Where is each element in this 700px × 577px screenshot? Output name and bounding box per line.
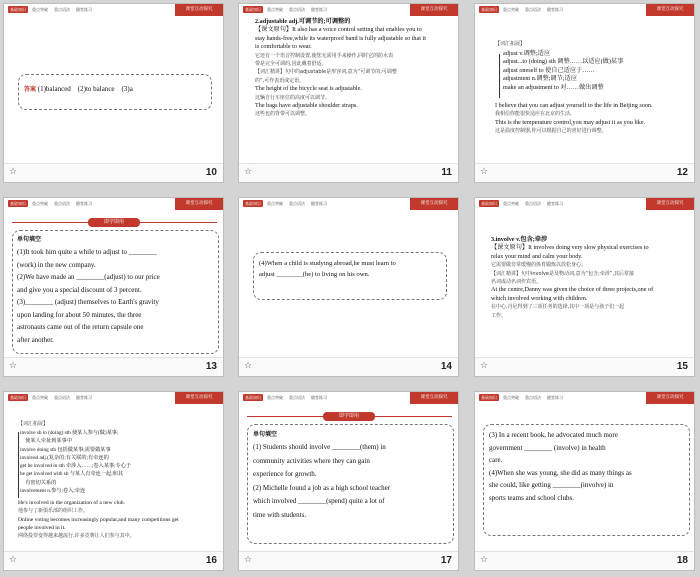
- slide-number: 15: [676, 361, 688, 372]
- slide-footer: [475, 357, 694, 376]
- slide-topbar: [239, 198, 458, 210]
- exercise-line: government ________ (involve) in health: [489, 443, 606, 452]
- section-title: 【词汇拓展】: [495, 41, 526, 47]
- text-line: stay hands-free,while its waterproof band is fully adjustable so that it: [255, 34, 426, 42]
- expansion-item: involved adj.(复杂的;有关联的;有牵连的: [20, 454, 109, 461]
- text-line: 网络投票变得越来越流行,许多竞赛让人们参与其中。: [18, 533, 135, 540]
- slide-topbar: [4, 4, 223, 16]
- text-line: people involved in it.: [18, 525, 66, 531]
- tab-grammar[interactable]: 重点语法: [289, 7, 305, 12]
- tab-basics[interactable]: 基础知识: [245, 395, 261, 400]
- text-line: 它还有一个语音控制设置,使您无需用手来操作,同时它的防水表: [255, 52, 394, 59]
- exercise-line: and give you a special discount of 3 percent.: [17, 285, 142, 294]
- text-line: Online voting becomes increasingly popular,and many competitions get: [18, 516, 179, 523]
- tab-grammar[interactable]: 重点语法: [525, 395, 541, 400]
- exercise-line: adjust ________(he) to living on his own.: [259, 271, 370, 278]
- text-line: 工作。: [491, 312, 507, 319]
- slide-body: [491, 236, 653, 320]
- brand-banner: 课堂互动探究: [646, 392, 694, 404]
- exercise-line: (work) in the new company.: [17, 260, 96, 269]
- star-icon[interactable]: ☆: [244, 555, 253, 565]
- section-pill: 即学即用: [88, 218, 140, 227]
- text-line: relax your mind and calm your body.: [491, 252, 583, 260]
- answer-text: [24, 85, 133, 94]
- tab-basics[interactable]: 基础知识: [10, 395, 26, 400]
- text-line: 这是温度控制器,你可以根据自己的喜好进行调整。: [495, 128, 607, 135]
- tab-key-points[interactable]: 重点突破: [267, 395, 283, 400]
- exercise-line: community activities where they can gain: [253, 456, 370, 465]
- tab-basics[interactable]: 基础知识: [10, 7, 26, 12]
- slide-footer: [239, 357, 458, 376]
- star-icon[interactable]: ☆: [244, 167, 253, 177]
- slide-number: 14: [440, 361, 452, 372]
- example-block: [495, 102, 653, 136]
- exercise-line: which involved ________(spend) quite a lot of: [253, 497, 385, 505]
- tab-key-points[interactable]: 重点突破: [503, 7, 519, 12]
- slide-footer: [239, 163, 458, 182]
- slide-footer: [475, 163, 694, 182]
- slide-number: 13: [205, 361, 217, 372]
- slide-16[interactable]: [3, 391, 224, 571]
- expansion-item: involvement n.参与;卷入;牵连: [20, 488, 86, 495]
- tab-grammar[interactable]: 重点语法: [289, 395, 305, 400]
- brand-banner: 课堂互动探究: [175, 4, 223, 16]
- slide-number: 17: [440, 555, 452, 566]
- slide-14[interactable]: [238, 197, 459, 377]
- slide-footer: [4, 163, 223, 182]
- text-line: 【词汇精讲】句中involve是及物动词,意为“包含;牵涉”,其后常接: [491, 270, 635, 277]
- tab-practice[interactable]: 随堂练习: [311, 395, 327, 400]
- tab-key-points[interactable]: 重点突破: [32, 395, 48, 400]
- brand-banner: 课堂互动探究: [410, 392, 458, 404]
- text-line: The bags have adjustable shoulder straps.: [255, 102, 358, 110]
- star-icon[interactable]: ☆: [480, 167, 489, 177]
- slide-body: [255, 18, 426, 119]
- slide-topbar: [475, 198, 694, 210]
- exercise-line: (2)We have made an ________(adjust) to our price: [17, 273, 160, 281]
- exercise-body: [259, 258, 396, 280]
- text-line: 我相信你能很快适应在北京的生活。: [495, 111, 576, 118]
- text-line: At the centre,Danny was given the choice of three projects,one of: [491, 286, 654, 294]
- tab-key-points[interactable]: 重点突破: [32, 7, 48, 12]
- exercise-line: sports teams and school clubs.: [489, 493, 574, 502]
- brace-bracket: [18, 432, 19, 498]
- tab-basics[interactable]: 基础知识: [245, 201, 261, 206]
- slide-number: 16: [205, 555, 217, 566]
- text-line: 这辆自行车座位的高度可以调节。: [255, 94, 331, 101]
- text-line: He's involved in the organization of a new club.: [18, 500, 126, 506]
- exercise-line: (1) Students should involve ________(them) in: [253, 443, 386, 451]
- exercise-heading: 单句填空: [253, 431, 278, 438]
- exercise-line: upon landing for about 50 minutes, the three: [17, 310, 142, 319]
- text-line: The height of the bicycle seat is adjustable.: [255, 85, 362, 93]
- exercise-line: she could, like getting ________(involve) in: [489, 481, 614, 489]
- slide-body: [18, 420, 48, 428]
- expansion-item: involve doing sth 包括做某事;需要做某事: [20, 446, 111, 453]
- slide-13[interactable]: [3, 197, 224, 377]
- exercise-heading: 单句填空: [17, 236, 42, 243]
- text-line: 这些包的背带可以调整。: [255, 111, 311, 118]
- brand-banner: 课堂互动探究: [410, 4, 458, 16]
- slide-number: 10: [205, 167, 217, 178]
- slide-topbar: [4, 198, 223, 210]
- tab-basics[interactable]: 基础知识: [481, 201, 497, 206]
- star-icon[interactable]: ☆: [9, 361, 18, 371]
- slide-body: [495, 40, 525, 48]
- expansion-item: adjust...to (doing) sth 调整……以适应(做)某事: [503, 58, 624, 66]
- tab-key-points[interactable]: 重点突破: [267, 201, 283, 206]
- expansion-item: 有密切关系的: [20, 479, 57, 486]
- tab-practice[interactable]: 随堂练习: [76, 395, 92, 400]
- slide-topbar: [475, 392, 694, 404]
- exercise-line: care.: [489, 456, 503, 464]
- slide-15[interactable]: [474, 197, 695, 377]
- text-line: 带是完全可调的,因此戴着舒适。: [255, 61, 327, 68]
- exercise-line: (4)When she was young, she did as many things as: [489, 468, 632, 477]
- exercise-body: [17, 234, 160, 346]
- tab-practice[interactable]: 随堂练习: [311, 201, 327, 206]
- tab-practice[interactable]: 随堂练习: [547, 7, 563, 12]
- slide-footer: [475, 551, 694, 570]
- text-line: I believe that you can adjust yourself to the life in Beijing soon.: [495, 102, 653, 109]
- tab-grammar[interactable]: 重点语法: [54, 201, 70, 206]
- exercise-line: (3) In a recent book, he advocated much more: [489, 431, 618, 439]
- slide-11[interactable]: [238, 3, 459, 183]
- tab-key-points[interactable]: 重点突破: [503, 395, 519, 400]
- brand-banner: 课堂互动探究: [646, 4, 694, 16]
- expansion-list: [20, 429, 131, 495]
- star-icon[interactable]: ☆: [9, 167, 18, 177]
- exercise-body: [489, 429, 632, 504]
- tab-practice[interactable]: 随堂练习: [547, 201, 563, 206]
- text-line: 【课文原句】It also has a voice control setting that enables you to: [255, 26, 422, 34]
- tab-grammar[interactable]: 重点语法: [289, 201, 305, 206]
- tab-practice[interactable]: 随堂练习: [76, 7, 92, 12]
- exercise-line: experience for growth.: [253, 470, 317, 478]
- text-line: 名词或动名词作宾语。: [491, 279, 542, 286]
- slide-10[interactable]: [3, 3, 224, 183]
- exercise-line: after another.: [17, 335, 54, 344]
- text-line: is comfortable to wear.: [255, 43, 312, 51]
- slide-number: 12: [676, 167, 688, 178]
- tab-grammar[interactable]: 重点语法: [525, 201, 541, 206]
- exercise-line: (4)When a child is studying abroad,he must learn to: [259, 260, 396, 267]
- text-line: which involved working with children.: [491, 294, 588, 302]
- expansion-item: adjust v.调整;适应: [503, 50, 551, 57]
- slide-12[interactable]: [474, 3, 695, 183]
- tab-key-points[interactable]: 重点突破: [503, 201, 519, 206]
- text-line: 3.involve v.包含;牵涉: [491, 236, 548, 243]
- expansion-list: [503, 50, 623, 92]
- star-icon[interactable]: ☆: [480, 555, 489, 565]
- tab-basics[interactable]: 基础知识: [481, 7, 497, 12]
- expansion-item: adjust oneself to 使自己适应于……: [503, 66, 595, 74]
- text-line: This is the temperature control,you may adjust it as you like.: [495, 118, 646, 126]
- slide-topbar: [239, 392, 458, 404]
- brand-banner: 课堂互动探究: [175, 392, 223, 404]
- tab-basics[interactable]: 基础知识: [10, 201, 26, 206]
- slide-footer: [239, 551, 458, 570]
- tab-practice[interactable]: 随堂练习: [311, 7, 327, 12]
- tab-key-points[interactable]: 重点突破: [267, 7, 283, 12]
- text-line: 【课文原句】It involves doing very slow physical exercises to: [491, 244, 649, 252]
- exercise-line: (2) Michelle found a job as a high school teacher: [253, 483, 391, 492]
- text-line: 他参与了新俱乐部的组织工作。: [18, 508, 89, 515]
- tab-practice[interactable]: 随堂练习: [76, 201, 92, 206]
- text-line: 在中心,丹尼得到了三项任务的选择,其中一项是与孩子们一起: [491, 304, 625, 311]
- brand-banner: 课堂互动探究: [646, 198, 694, 210]
- slide-17[interactable]: [238, 391, 459, 571]
- expansion-item: adjustment n.调整;调节;适应: [503, 75, 577, 83]
- text-line: 它需要做非常缓慢的体育锻炼以放松身心。: [491, 262, 587, 269]
- text-line: 2.adjustable adj.可调节的;可调整的: [255, 18, 351, 25]
- tab-key-points[interactable]: 重点突破: [32, 201, 48, 206]
- answer-label: 答案: [24, 86, 37, 93]
- exercise-line: astronauts came out of the return capsule one: [17, 323, 144, 331]
- answer-content: (1)balanced (2)to balance (3)a: [37, 85, 133, 93]
- star-icon[interactable]: ☆: [9, 555, 18, 565]
- tab-grammar[interactable]: 重点语法: [54, 395, 70, 400]
- tab-basics[interactable]: 基础知识: [481, 395, 497, 400]
- slide-18[interactable]: [474, 391, 695, 571]
- text-line: 【词汇精讲】句中的adjustable是形容词,意为“可调节的;可调整: [255, 69, 397, 76]
- tab-grammar[interactable]: 重点语法: [54, 7, 70, 12]
- exercise-line: (3)________ (adjust) themselves to Earth's gravity: [17, 298, 159, 306]
- brace-bracket: [499, 54, 500, 98]
- star-icon[interactable]: ☆: [244, 361, 253, 371]
- tab-practice[interactable]: 随堂练习: [547, 395, 563, 400]
- slide-number: 11: [441, 167, 452, 178]
- star-icon[interactable]: ☆: [480, 361, 489, 371]
- exercise-body: [253, 428, 390, 522]
- example-block: [18, 499, 179, 541]
- slide-topbar: [4, 392, 223, 404]
- text-line: 的”,可作表语或定语。: [255, 77, 305, 84]
- section-title: 【词汇拓展】: [18, 421, 49, 427]
- section-pill: 即学即用: [323, 412, 375, 421]
- expansion-item: involve sb in (doing) sth 使某人参与(做)某事;: [20, 430, 119, 436]
- slide-footer: [4, 357, 223, 376]
- slide-topbar: [475, 4, 694, 16]
- brand-banner: 课堂互动探究: [175, 198, 223, 210]
- expansion-item: 使某人牵扯到某事中: [20, 438, 72, 445]
- tab-grammar[interactable]: 重点语法: [525, 7, 541, 12]
- expansion-item: make an adjustment to 对……做出调整: [503, 83, 604, 91]
- brand-banner: 课堂互动探究: [410, 198, 458, 210]
- slide-topbar: [239, 4, 458, 16]
- expansion-item: be get involved with sb 与某人有牵连一起;和其: [20, 471, 124, 478]
- exercise-line: time with students.: [253, 510, 307, 519]
- exercise-line: (1)It took him quite a while to adjust to ________: [17, 248, 157, 256]
- slide-footer: [4, 551, 223, 570]
- expansion-item: get be involved in sth 牵涉入……;卷入某事;专心于: [20, 463, 132, 470]
- slide-number: 18: [676, 555, 688, 566]
- tab-basics[interactable]: 基础知识: [245, 7, 261, 12]
